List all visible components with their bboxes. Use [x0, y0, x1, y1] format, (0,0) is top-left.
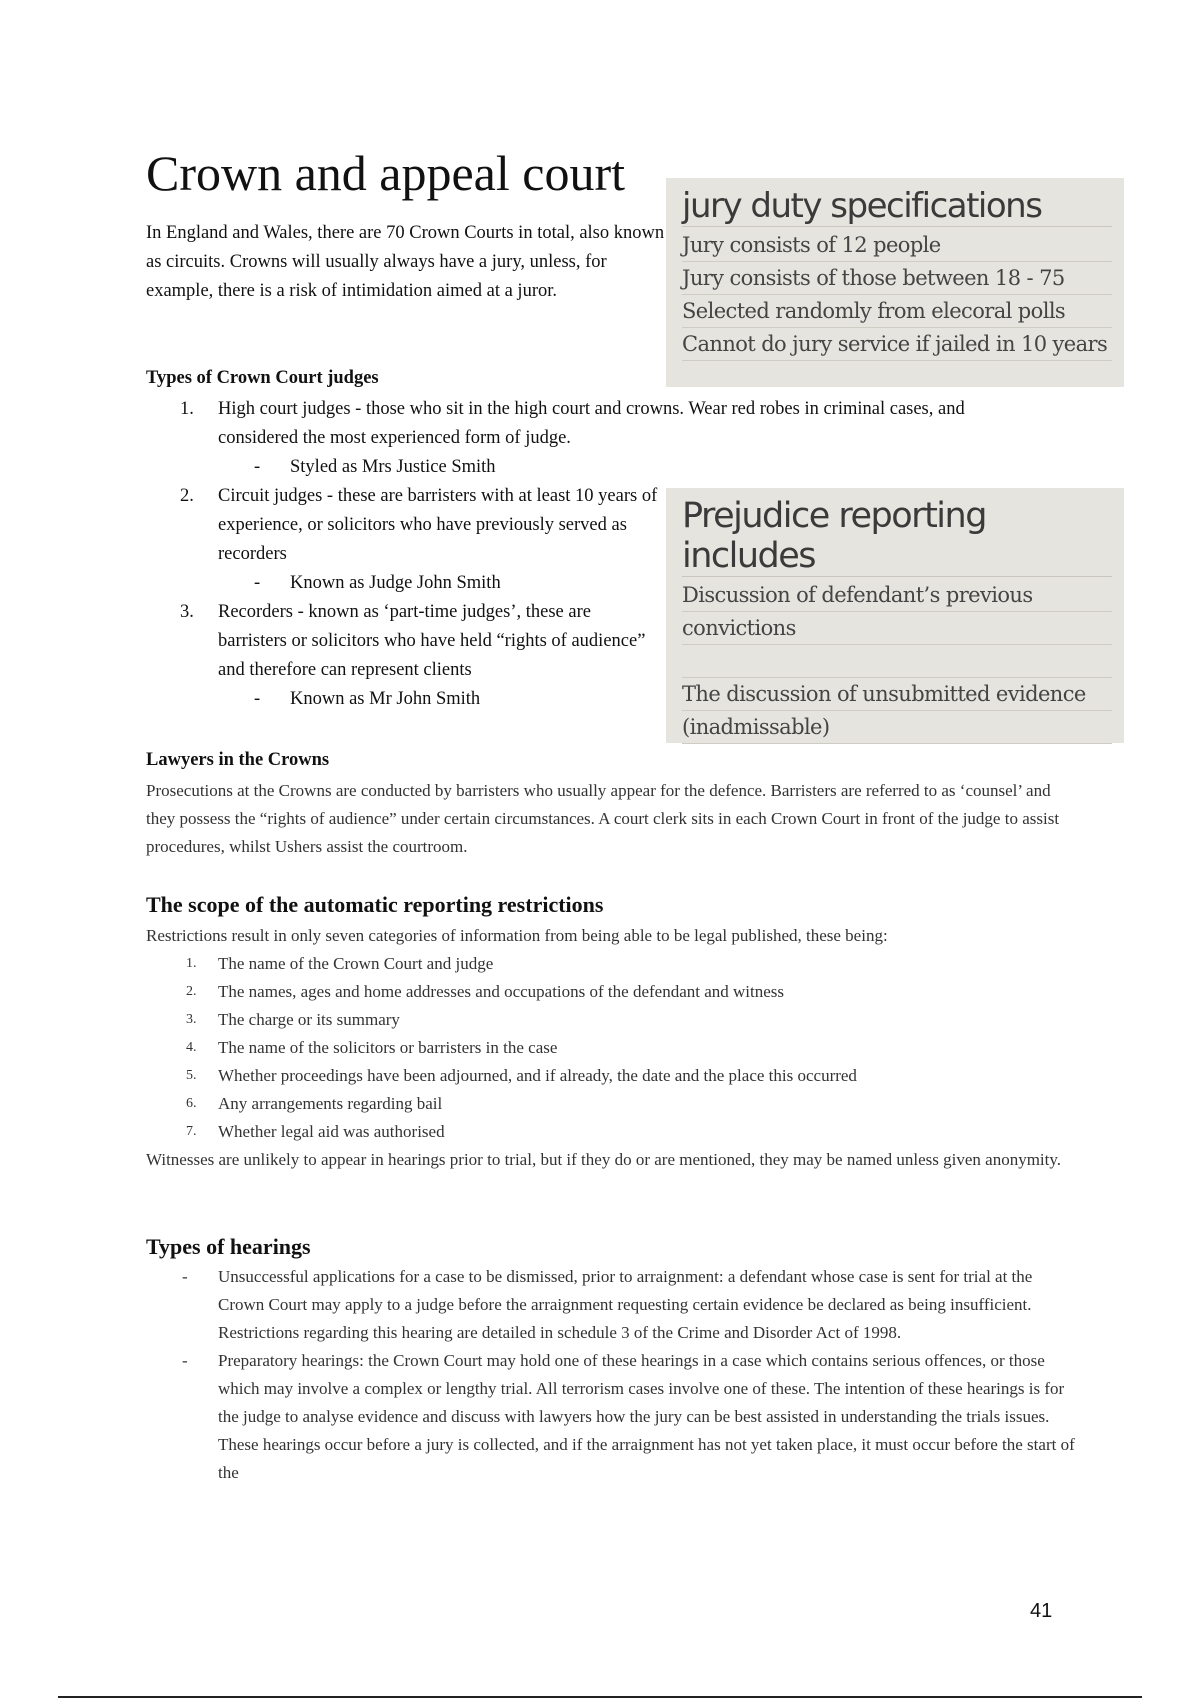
page-title: Crown and appeal court [146, 145, 626, 201]
jury-note-line: Cannot do jury service if jailed in 10 years [682, 328, 1112, 361]
list-item [146, 395, 1046, 482]
intro-paragraph: In England and Wales, there are 70 Crown Courts in total, also known as circuits. Crowns will usually always have a jury, unless, for example, there is a risk of intimidation aimed at a juror. [146, 223, 665, 301]
lawyers-paragraph: Prosecutions at the Crowns are conducted by barristers who usually appear for the defence. Barristers are referred to as ‘counsel’ and they possess the “rights of audience” under certain circumstances. A court clerk sits in each Crown Court in front of the judge to assist procedures, whilst Ushers assist the courtroom. [146, 781, 1060, 856]
list-item: - Unsuccessful applications for a case to be dismissed, prior to arraignment: a defendant whose case is sent for trial at the Crown Court may apply to a judge before the arraignment requesting certain evidence be declared as being insufficient. Restrictions regarding this hearing are detailed in schedule 3 of the Crime and Disorder Act of 1998. [182, 1267, 1033, 1342]
judge-description: High court judges - those who sit in the high court and crowns. Wear red robes in criminal cases, and considered the most experienced form of judge. [218, 399, 965, 448]
judge-style: - Known as Judge John Smith [254, 573, 501, 593]
jury-note-line: Jury consists of 12 people [682, 229, 1112, 262]
jury-note-line: Selected randomly from elecoral polls [682, 295, 1112, 328]
list-number: 1. [180, 399, 194, 419]
prejudice-note-line [682, 645, 1112, 678]
jury-note-heading: jury duty specifications [682, 186, 1112, 227]
list-item: - Preparatory hearings: the Crown Court may hold one of these hearings in a case which contains serious offences, or those which may involve a complex or lengthy trial. All terrorism cases involve one of these. The intention of these hearings is for the judge to analyse evidence and discuss with lawyers how the jury can be best assisted in understanding the trials issues. These hearings occur before a jury is collected, and if the arraignment has not yet taken place, it must occur before the start of the [182, 1351, 1075, 1482]
restrictions-list [146, 950, 1076, 1146]
judge-description: Circuit judges - these are barristers with at least 10 years of experience, or solicitors who have previously served as recorders [218, 486, 658, 564]
list-item: 5. Whether proceedings have been adjourned, and if already, the date and the place this occurred [186, 1066, 857, 1085]
hearings-list [146, 1263, 1076, 1487]
restrictions-intro: Restrictions result in only seven categories of information from being able to be legal published, these being: [146, 926, 888, 945]
jury-duty-note [666, 178, 1124, 387]
list-item: 2. The names, ages and home addresses and occupations of the defendant and witness [186, 982, 785, 1001]
list-item: 4. The name of the solicitors or barristers in the case [186, 1038, 558, 1057]
prejudice-note-line: The discussion of unsubmitted evidence [682, 678, 1112, 711]
list-item: 3. The charge or its summary [186, 1010, 400, 1029]
judges-heading: Types of Crown Court judges [146, 368, 379, 388]
judge-description: Recorders - known as ‘part-time judges’, these are barristers or solicitors who have held “rights of audience” and therefore can represent clients [218, 602, 646, 680]
restrictions-heading: The scope of the automatic reporting restrictions [146, 892, 604, 917]
judge-style: - Styled as Mrs Justice Smith [254, 457, 496, 477]
prejudice-note-line: (inadmissable) [682, 711, 1112, 744]
prejudice-note-heading: Prejudice reporting includes [682, 496, 1112, 577]
list-item: 7. Whether legal aid was authorised [186, 1122, 445, 1141]
list-number: 2. [180, 486, 194, 506]
page-number: 41 [1030, 1600, 1053, 1622]
footer-divider [58, 1696, 1142, 1698]
lawyers-heading: Lawyers in the Crowns [146, 750, 330, 770]
restrictions-outro: Witnesses are unlikely to appear in hearings prior to trial, but if they do or are mentioned, they may be named unless given anonymity. [146, 1150, 1062, 1169]
hearings-heading: Types of hearings [146, 1234, 311, 1259]
prejudice-reporting-note [666, 488, 1124, 743]
list-item: 1. The name of the Crown Court and judge [186, 954, 494, 973]
judge-style: - Known as Mr John Smith [254, 689, 481, 709]
prejudice-note-line: convictions [682, 612, 1112, 645]
prejudice-note-line: Discussion of defendant’s previous [682, 579, 1112, 612]
list-item: 6. Any arrangements regarding bail [186, 1094, 443, 1113]
list-number: 3. [180, 602, 194, 622]
jury-note-line: Jury consists of those between 18 - 75 [682, 262, 1112, 295]
